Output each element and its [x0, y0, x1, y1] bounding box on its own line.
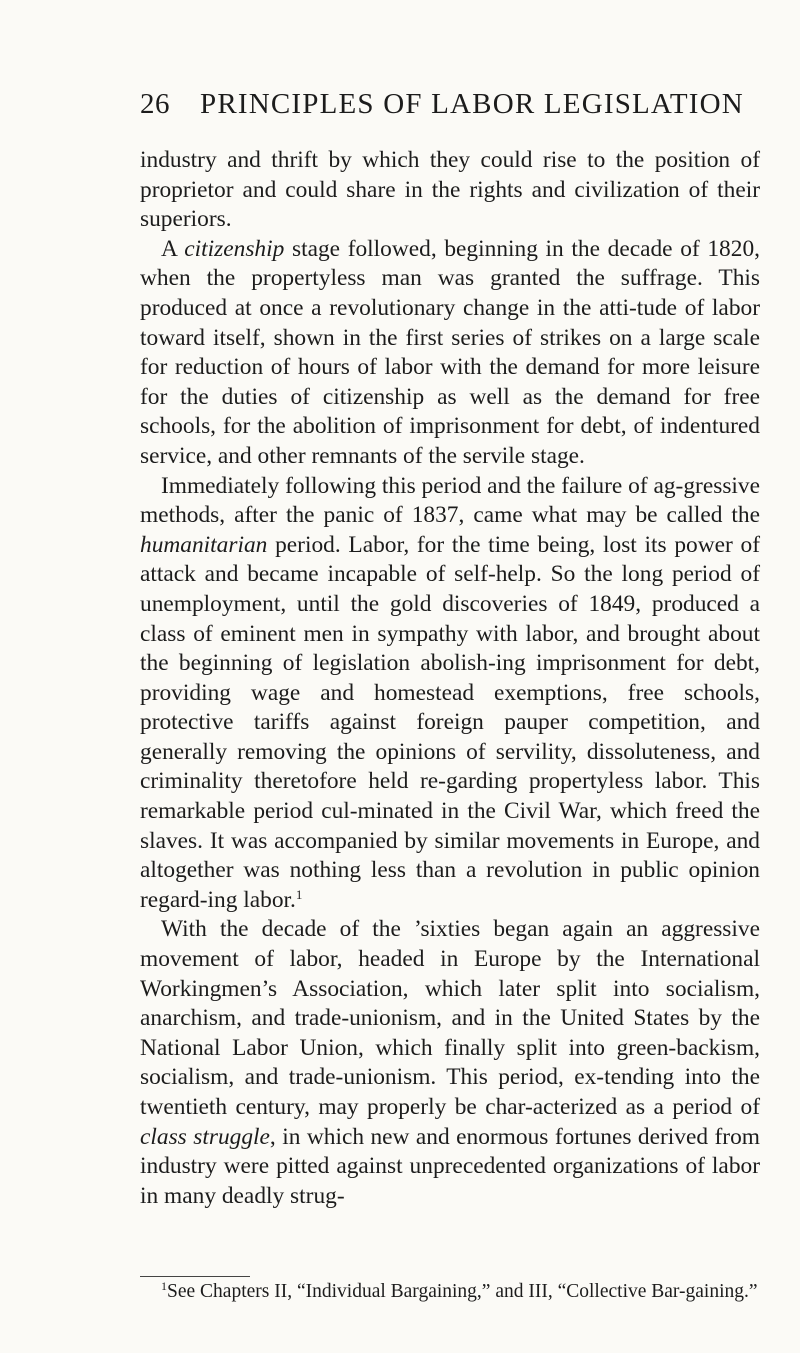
- paragraph-citizenship-stage: [140, 235, 760, 472]
- page-number: 26: [140, 88, 170, 120]
- italic-term: humanitarian: [140, 531, 268, 558]
- body-text: [140, 146, 760, 1211]
- paragraph-text: , in which new and enormous fortunes derived from industry were pitted against unprecedented organizations of labor in many deadly strug-: [140, 1123, 760, 1209]
- paragraph-humanitarian-period: [140, 472, 760, 916]
- paragraph-class-struggle: [140, 915, 760, 1211]
- paragraph-text: Immediately following this period and the failure of ag-gressive methods, after the panic of 1837, came what may be called the: [140, 472, 760, 529]
- footnote: [140, 1280, 760, 1304]
- footnote-text: See Chapters II, “Individual Bargaining,” and III, “Collective Bar-gaining.”: [167, 1281, 758, 1302]
- paragraph-text: period. Labor, for the time being, lost its power of attack and became incapable of self-help. So the long period of unemployment, until the gold discoveries of 1849, produced a class of eminent men in sympathy with labor, and brought about the beginning of legislation abolish-ing imprisonment for debt, providing wage and homestead exemptions, free schools, protective tariffs against foreign pauper competition, and generally removing the opinions of servility, dissoluteness, and criminality theretofore held re-garding propertyless labor. This remarkable period cul-minated in the Civil War, which freed the slaves. It was accompanied by similar movements in Europe, and altogether was nothing less than a revolution in public opinion regard-ing labor.: [140, 531, 760, 913]
- running-header: [140, 88, 760, 138]
- footnote-divider: [140, 1276, 250, 1277]
- footnote-reference: 1: [295, 887, 303, 903]
- paragraph-text: stage followed, beginning in the decade of 1820, when the propertyless man was granted the suffrage. This produced at once a revolutionary change in the atti-tude of labor toward itself, shown in the first series of strikes on a large scale for reduction of hours of labor with the demand for more leisure for the duties of citizenship as well as the demand for free schools, for the abolition of imprisonment for debt, of indentured service, and other remnants of the servile stage.: [140, 235, 760, 469]
- footnote-marker: 1: [161, 1278, 167, 1293]
- italic-term: citizenship: [184, 235, 285, 262]
- paragraph-text: A: [161, 235, 185, 262]
- paragraph-continuation: [140, 146, 760, 235]
- running-title: PRINCIPLES OF LABOR LEGISLATION: [200, 88, 744, 120]
- paragraph-text: industry and thrift by which they could rise to the position of proprietor and could share in the rights and civilization of their superiors.: [140, 147, 760, 233]
- italic-term: class struggle: [140, 1123, 270, 1150]
- paragraph-text: With the decade of the ’sixties began again an aggressive movement of labor, headed in Europe by the International Workingmen’s Association, which later split into socialism, anarchism, and trade-unionism, and in the United States by the National Labor Union, which finally split into green-backism, socialism, and trade-unionism. This period, ex-tending into the twentieth century, may properly be char-acterized as a period of: [140, 916, 760, 1120]
